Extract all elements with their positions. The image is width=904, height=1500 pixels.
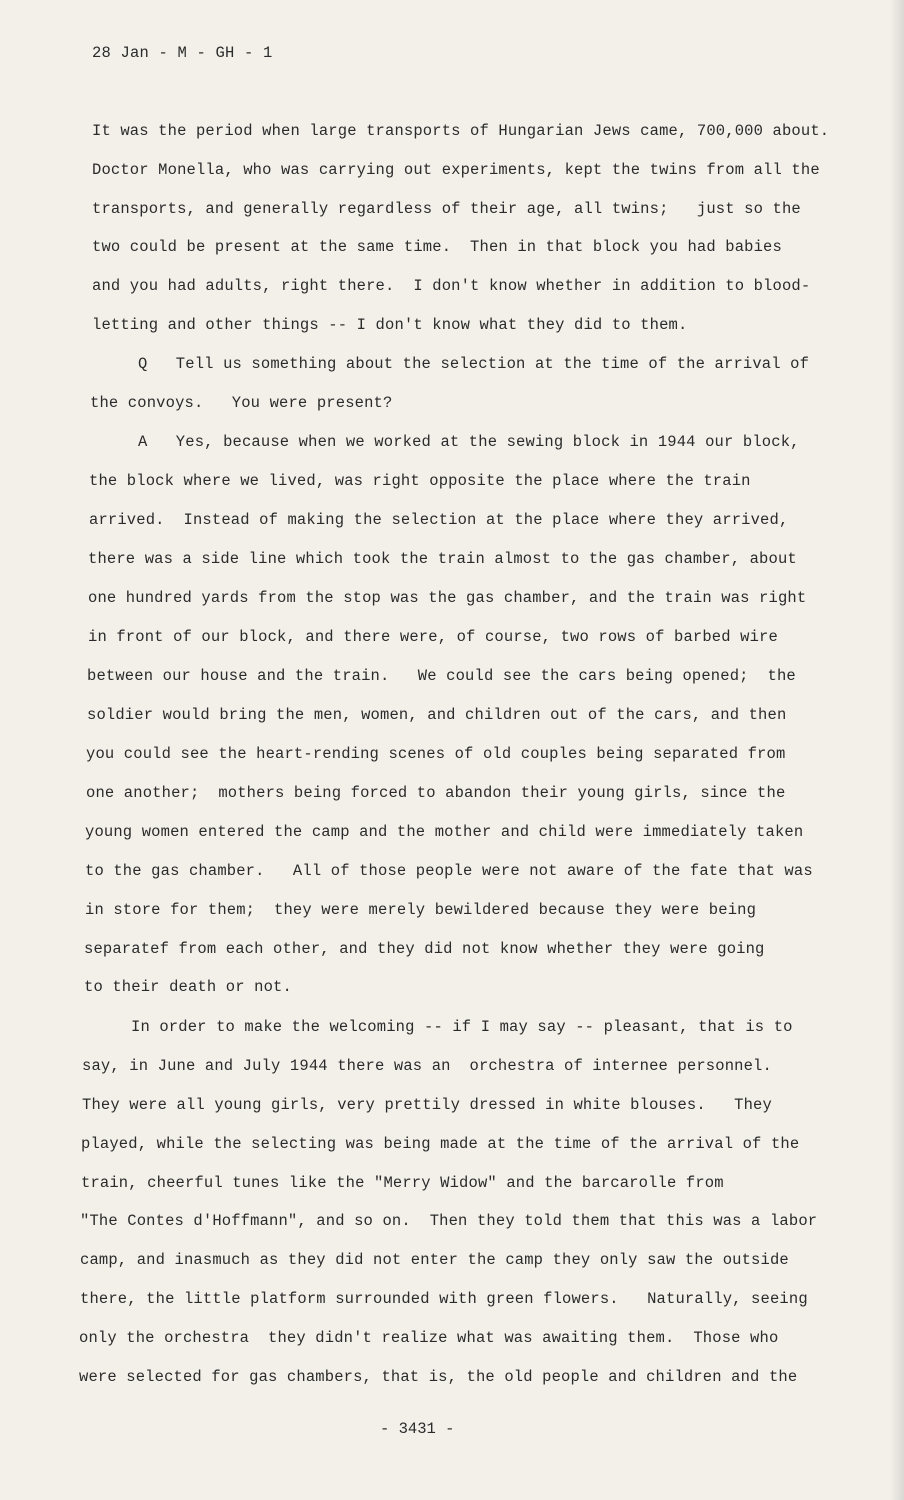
text-line: you could see the heart-rending scenes of old couples being separated from [86, 745, 786, 763]
text-line: soldier would bring the men, women, and children out of the cars, and then [87, 706, 787, 724]
text-line: the block where we lived, was right opposite the place where the train [89, 472, 751, 490]
text-line: to the gas chamber. All of those people were not aware of the fate that was [85, 862, 813, 880]
text-line: Doctor Monella, who was carrying out experiments, kept the twins from all the [92, 161, 820, 179]
text-line: say, in June and July 1944 there was an orchestra of internee personnel. [82, 1057, 772, 1075]
text-line: In order to make the welcoming -- if I may say -- pleasant, that is to [131, 1018, 793, 1036]
text-line: only the orchestra they didn't realize what was awaiting them. Those who [79, 1329, 779, 1347]
page-number: - 3431 - [380, 1420, 455, 1438]
text-line: It was the period when large transports of Hungarian Jews came, 700,000 about. [92, 122, 830, 140]
text-line: letting and other things -- I don't know what they did to them. [92, 316, 688, 334]
text-line: to their death or not. [84, 978, 292, 996]
text-line: young women entered the camp and the mother and child were immediately taken [85, 823, 804, 841]
text-line: between our house and the train. We could see the cars being opened; the [87, 667, 796, 685]
text-line: there was a side line which took the train almost to the gas chamber, about [88, 550, 797, 568]
page-header: 28 Jan - M - GH - 1 [92, 44, 273, 62]
text-line: camp, and inasmuch as they did not enter the camp they only saw the outside [80, 1251, 789, 1269]
text-line: train, cheerful tunes like the "Merry Widow" and the barcarolle from [81, 1174, 724, 1192]
text-line: two could be present at the same time. Then in that block you had babies [92, 238, 782, 256]
text-line: "The Contes d'Hoffmann", and so on. Then they told them that this was a labor [80, 1212, 818, 1230]
text-line: played, while the selecting was being made at the time of the arrival of the [81, 1135, 800, 1153]
text-line: separatef from each other, and they did not know whether they were going [84, 940, 765, 958]
text-line: Q Tell us something about the selection at the time of the arrival of [138, 355, 810, 373]
text-line: there, the little platform surrounded with green flowers. Naturally, seeing [80, 1290, 808, 1308]
text-line: transports, and generally regardless of their age, all twins; just so the [92, 200, 801, 218]
text-line: one another; mothers being forced to abandon their young girls, since the [86, 784, 786, 802]
text-line: and you had adults, right there. I don't know whether in addition to blood- [92, 277, 811, 295]
page-edge-shadow [890, 0, 904, 1500]
text-line: one hundred yards from the stop was the gas chamber, and the train was right [88, 589, 807, 607]
text-line: arrived. Instead of making the selection at the place where they arrived, [89, 511, 789, 529]
text-line: in front of our block, and there were, of course, two rows of barbed wire [88, 628, 778, 646]
text-line: in store for them; they were merely bewildered because they were being [85, 901, 757, 919]
text-line: the convoys. You were present? [90, 394, 393, 412]
text-line: A Yes, because when we worked at the sewing block in 1944 our block, [138, 433, 800, 451]
text-line: They were all young girls, very prettily dressed in white blouses. They [82, 1096, 772, 1114]
text-line: were selected for gas chambers, that is, the old people and children and the [79, 1368, 798, 1386]
